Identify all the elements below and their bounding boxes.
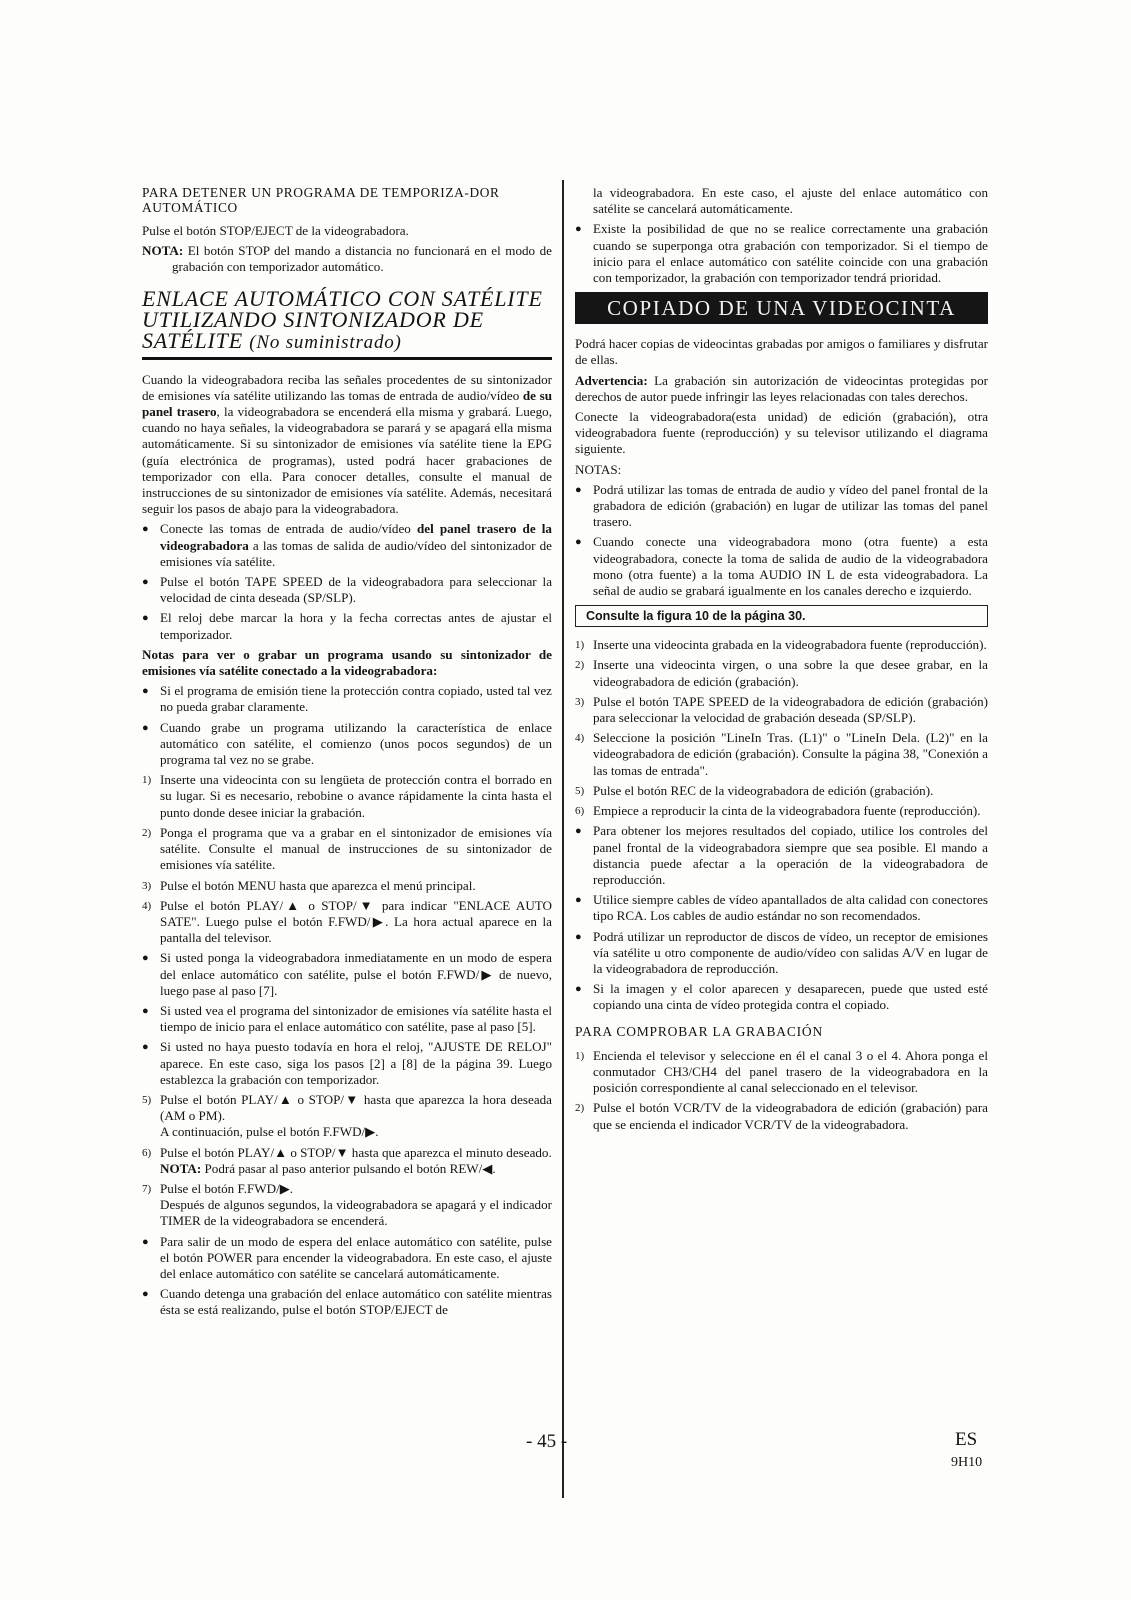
page-number: - 45 - <box>526 1431 568 1452</box>
step-2: 2) Ponga el programa que va a grabar en el sintonizador de emisiones vía satélite. Consulte el manual de instrucciones de su sintonizador de emisiones vía satélite. <box>142 824 552 873</box>
copy-intro: Podrá hacer copias de videocintas grabadas por amigos o familiares y disfrutar de ellas. <box>575 336 988 368</box>
satellite-intro: Cuando la videograbadora reciba las señales procedentes de su sintonizador de emisiones vía satélite utilizando las tomas de entrada de audio/vídeo de su panel trasero, la videograbadora se encenderá ella misma y grabará. Luego, cuando no haya señales, la videograbadora se parará y se apagará ella misma automáticamente. Si su sintonizador de emisiones vía satélite tiene la EPG (guía electrónica de programas), usted podrá hacer grabaciones de temporizador con ella. Para conocer detalles, consulte el manual de instrucciones de su sintonizador de emisiones vía satélite. Además, necesitará seguir los pasos de abajo para la videograbadora. <box>142 371 552 517</box>
step-3: 3) Pulse el botón MENU hasta que aparezca el menú principal. <box>142 877 476 893</box>
right-column <box>575 185 988 1137</box>
list-item: ● Existe la posibilidad de que no se realice correctamente una grabación cuando se superponga otra grabación con temporizador. Si el tiempo de inicio para el enlace automático con satélite coincide con una grabación con temporizador, la grabación con temporizador tendrá prioridad. <box>575 221 988 286</box>
stop-instruction: Pulse el botón STOP/EJECT de la videograbadora. <box>142 223 409 238</box>
list-item: ● Para obtener los mejores resultados del copiado, utilice los controles del panel frontal de la videograbadora siempre que sea posible. El mando a distancia puede afectar a la operación de la videograbadora de reproducción. <box>575 823 988 887</box>
step-3: 3) Pulse el botón TAPE SPEED de la videograbadora de edición (grabación) para seleccionar la velocidad de grabación deseada (SP/SLP). <box>575 693 988 726</box>
list-item: ● Cuando grabe un programa utilizando la característica de enlace automático con satélite, el comienzo (unos pocos segundos) de un programa tal vez no se grabe. <box>142 719 552 768</box>
list-item: ● Si usted vea el programa del sintonizador de emisiones vía satélite hasta el tiempo de inicio para el enlace automático con satélite, pase al paso [5]. <box>142 1002 552 1035</box>
step-5: 5) Pulse el botón PLAY/▲ o STOP/▼ hasta que aparezca la hora deseada (AM o PM). A continuación, pulse el botón F.FWD/▶. <box>142 1091 552 1140</box>
list-item: ● Si el programa de emisión tiene la protección contra copiado, usted tal vez no pueda grabar claramente. <box>142 683 552 715</box>
list-item: ● Si la imagen y el color aparecen y desaparecen, puede que usted esté copiando una cinta de vídeo protegida contra el copiado. <box>575 981 988 1013</box>
steps-list <box>142 772 552 1318</box>
step-5: 5) Pulse el botón REC de la videograbadora de edición (grabación). <box>575 782 934 798</box>
figure-reference-box: Consulte la figura 10 de la página 30. <box>575 605 988 627</box>
step-6: 6) Empiece a reproducir la cinta de la videograbadora fuente (reproducción). <box>575 803 981 819</box>
heading-check-recording: PARA COMPROBAR LA GRABACIÓN <box>575 1023 824 1039</box>
notes-list <box>142 683 552 768</box>
left-column <box>142 185 552 1323</box>
continued-text: la videograbadora. En este caso, el ajuste del enlace automático con satélite se cancelará automáticamente. <box>593 185 988 217</box>
step-1: 1) Encienda el televisor y seleccione en él el canal 3 o el 4. Ahora ponga el conmutador CH3/CH4 del panel trasero de la videograbadora en la posición correspondiente al canal seleccionado en el televisor. <box>575 1047 988 1096</box>
check-steps <box>575 1048 988 1133</box>
copy-connect: Conecte la videograbadora(esta unidad) de edición (grabación), otra videograbadora fuente (reproducción) y su televisor utilizando el diagrama siguiente. <box>575 409 988 457</box>
list-item: ● Pulse el botón TAPE SPEED de la videograbadora para seleccionar la velocidad de cinta deseada (SP/SLP). <box>142 574 552 606</box>
stop-note: NOTA: El botón STOP del mando a distancia no funcionará en el modo de grabación con temporizador automático. <box>142 243 552 275</box>
prep-list <box>142 521 552 642</box>
step-6: 6) Pulse el botón PLAY/▲ o STOP/▼ hasta que aparezca el minuto deseado. NOTA: Podrá pasar al paso anterior pulsando el botón REW/◀. <box>142 1144 552 1176</box>
step-2: 2) Pulse el botón VCR/TV de la videograbadora de edición (grabación) para que se encienda el indicador VCR/TV de la videograbadora. <box>575 1100 988 1132</box>
list-item: ● Si usted ponga la videograbadora inmediatamente en un modo de espera del enlace automático con satélite, pulse el botón F.FWD/▶ de nuevo, luego pase al paso [7]. <box>142 950 552 998</box>
step-4: 4) Seleccione la posición "LineIn Tras. (L1)" o "LineIn Dela. (L2)" en la videograbadora de edición (grabación). Consulte la página 38, "Conexión a las tomas de entrada". <box>575 730 988 778</box>
notas-list <box>575 482 988 599</box>
list-item: ● Si usted no haya puesto todavía en hora el reloj, "AJUSTE DE RELOJ" aparece. En este caso, siga los pasos [2] a [8] de la página 39. Luego establezca la grabación con temporizador. <box>142 1039 552 1087</box>
list-item: ● Conecte las tomas de entrada de audio/vídeo del panel trasero de la videograbadora a las tomas de salida de audio/vídeo del sintonizador de emisiones vía satélite. <box>142 521 552 569</box>
list-item: ● Para salir de un modo de espera del enlace automático con satélite, pulse el botón POWER para encender la videograbadora. En este caso, el ajuste del enlace automático con satélite se cancelará automáticamente. <box>142 1233 552 1281</box>
list-item: ● Podrá utilizar un reproductor de discos de vídeo, un receptor de emisiones vía satélite u otro componente de audio/vídeo con salidas A/V en lugar de la videograbadora de reproducción. <box>575 928 988 976</box>
heading-stop-timer: PARA DETENER UN PROGRAMA DE TEMPORIZA-DOR AUTOMÁTICO <box>142 185 500 215</box>
step-4: 4) Pulse el botón PLAY/▲ o STOP/▼ para indicar "ENLACE AUTO SATE". Luego pulse el botón F.FWD/▶. La hora actual aparece en la pantalla del televisor. <box>142 897 552 946</box>
step-1: 1) Inserte una videocinta grabada en la videograbadora fuente (reproducción). <box>575 637 987 653</box>
step-7: 7) Pulse el botón F.FWD/▶. Después de algunos segundos, la videograbadora se apagará y el indicador TIMER de la videograbadora se encenderá. <box>142 1180 552 1229</box>
heading-rule <box>142 357 552 360</box>
list-item: ● Utilice siempre cables de vídeo apantallados de alta calidad con conectores tipo RCA. Los cables de audio estándar no son recomendados. <box>575 892 988 924</box>
step-2: 2) Inserte una videocinta virgen, o una sobre la que desee grabar, en la videograbadora de edición (grabación). <box>575 657 988 689</box>
list-item: ● Cuando conecte una videograbadora mono (otra fuente) a esta videograbadora, conecte la toma de salida de audio de la videograbadora mono (otra fuente) a la toma AUDIO IN L de esta videograbadora. La señal de audio se grabará igualmente en los canales derecho e izquierdo. <box>575 534 988 599</box>
list-item: ● Cuando detenga una grabación del enlace automático con satélite mientras ésta se está realizando, pulse el botón STOP/EJECT de <box>142 1286 552 1318</box>
notes-heading: Notas para ver o grabar un programa usando su sintonizador de emisiones vía satélite conectado a la videograbadora: <box>142 646 552 679</box>
column-divider <box>562 180 564 1498</box>
heading-satellite-sub: (No suministrado) <box>249 331 402 353</box>
list-item: ● El reloj debe marcar la hora y la fecha correctas antes de ajustar el temporizador. <box>142 610 552 642</box>
copy-steps <box>575 637 988 1013</box>
model-code: 9H10 <box>951 1455 983 1470</box>
list-item: ● Podrá utilizar las tomas de entrada de audio y vídeo del panel frontal de la grabadora de edición (grabación) en lugar de utilizar las tomas del panel trasero. <box>575 481 988 530</box>
notas-label: NOTAS: <box>575 461 622 477</box>
language-code: ES <box>955 1429 978 1450</box>
priority-list <box>575 221 988 286</box>
section-banner-copy: COPIADO DE UNA VIDEOCINTA <box>575 292 988 324</box>
heading-satellite-link: ENLACE AUTOMÁTICO CON SATÉLITE UTILIZANDO SINTONIZADOR DE SATÉLITE (No suministrado) <box>142 285 543 353</box>
step-1: 1) Inserte una videocinta con su lengüeta de protección contra el borrado en su lugar. Si es necesario, rebobine o avance rápidamente la cinta hasta el punto donde desee iniciar la grabación. <box>142 772 552 820</box>
copy-warning: Advertencia: La grabación sin autorización de videocintas protegidas por derechos de autor puede infringir las leyes relacionadas con tales derechos. <box>575 372 988 404</box>
